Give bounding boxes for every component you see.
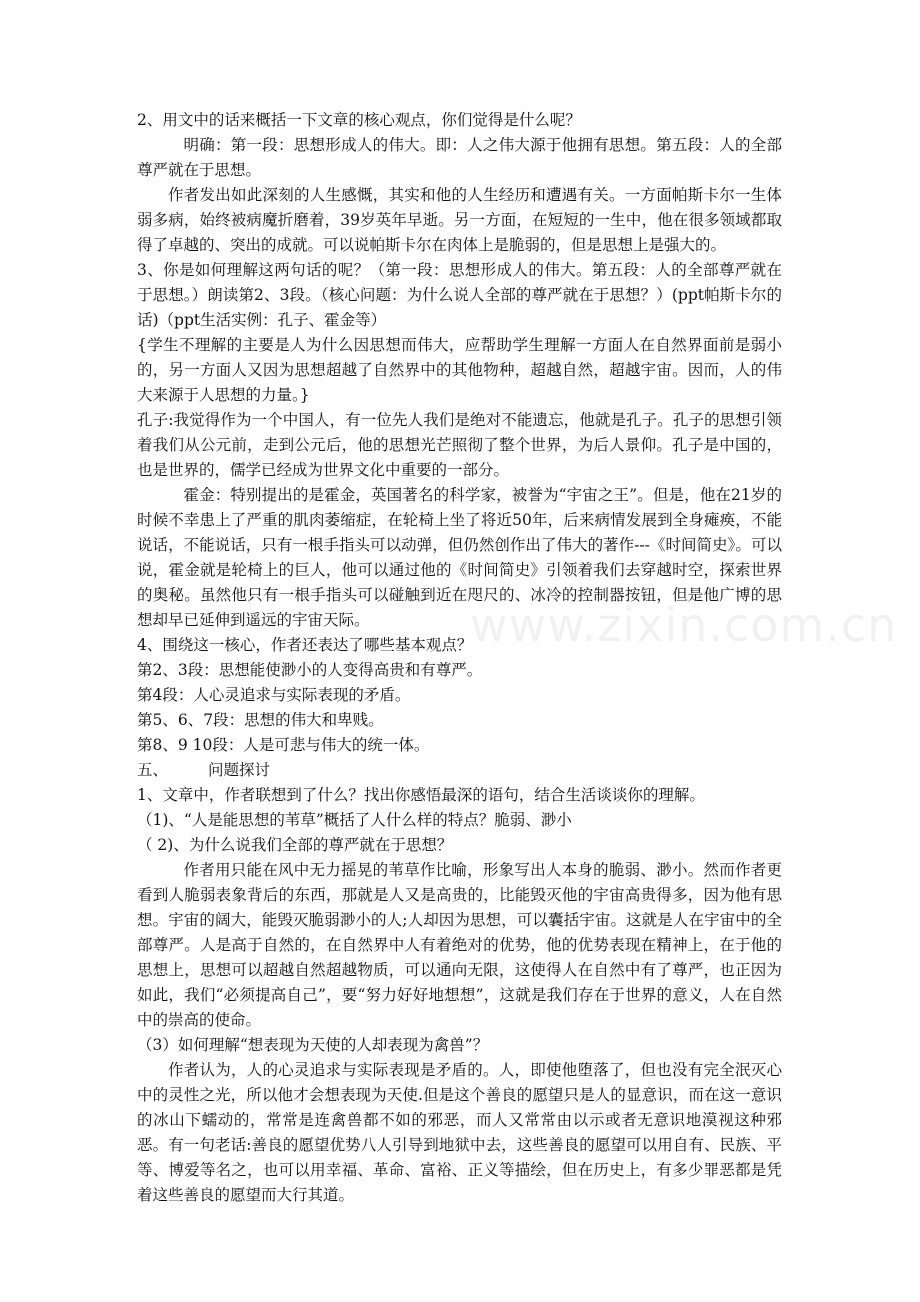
document-body: [137, 108, 782, 1208]
discussion-question-1: 1、文章中，作者联想到了什么？找出你感悟最深的语句，结合生活谈谈你的理解。: [137, 786, 705, 804]
sub-question-1: （1)、“人是能思想的苇草”概括了人什么样的特点？脆弱、渺小: [137, 811, 572, 829]
question-4: 4、围绕这一核心，作者还表达了哪些基本观点？: [137, 636, 473, 654]
hawking-paragraph: 霍金：特别提出的是霍金，英国著名的科学家，被誉为“宇宙之王”。但是，他在21岁的时候不幸患上了严重的肌肉萎缩症，在轮椅上坐了将近50年，后来病情发展到全身瘫痪，不能说话，不能说话，只有一根手指头可以动弹，但仍然创作出了伟大的著作---《时间简史》。可以说，霍金就是轮椅上的巨人，他可以通过他的《时间简史》引领着我们去穿越时空，探索世界的奥秘。虽然他只有一根手指头可以碰触到近在咫尺的、冰冷的控制器按钮，但是他广博的思想却早已延伸到遥远的宇宙天际。: [137, 486, 782, 629]
sub-question-2: （ 2)、为什么说我们全部的尊严就在于思想？: [137, 836, 453, 854]
question-3: 3、你是如何理解这两句话的呢？（第一段：思想形成人的伟大。第五段：人的全部尊严就在于思想。）朗读第2、3段。（核心问题：为什么说人全部的尊严就在于思想？）(ppt帕斯卡尔的话)（ppt生活实例：孔子、霍金等）: [137, 261, 782, 329]
question-2: 2、用文中的话来概括一下文章的核心观点，你们觉得是什么呢？: [137, 111, 581, 129]
point-section-2-3: 第2、3段：思想能使渺小的人变得高贵和有尊严。: [137, 661, 483, 679]
section-five-heading: [137, 758, 782, 783]
point-section-4: 第4段：人心灵追求与实际表现的矛盾。: [137, 686, 411, 704]
sub-answer-2: 作者用只能在风中无力摇晃的苇草作比喻，形象写出人本身的脆弱、渺小。然而作者更看到人脆弱表象背后的东西，那就是人又是高贵的，比能毁灭他的宇宙高贵得多，因为他有思想。宇宙的阔大，能毁灭脆弱渺小的人;人却因为思想，可以囊括宇宙。这就是人在宇宙中的全部尊严。人是高于自然的，在自然界中人有着绝对的优势，他的优势表现在精神上，在于他的思想上，思想可以超越自然超越物质，可以通向无限，这使得人在自然中有了尊严，也正因为如此，我们“必须提高自己”，要“努力好好地想想”，这就是我们存在于世界的意义，人在自然中的崇高的使命。: [137, 861, 782, 1029]
point-section-5-7: 第5、6、7段：思想的伟大和卑贱。: [137, 711, 384, 729]
section-five-title: 问题探讨: [208, 761, 271, 779]
answer-2: 明确：第一段：思想形成人的伟大。即：人之伟大源于他拥有思想。第五段：人的全部尊严就在于思想。: [137, 136, 782, 179]
confucius-paragraph: 孔子:我觉得作为一个中国人，有一位先人我们是绝对不能遗忘，他就是孔子。孔子的思想引领着我们从公元前，走到公元后，他的思想光芒照彻了整个世界，为后人景仰。孔子是中国的，也是世界的，儒学已经成为世界文化中重要的一部分。: [137, 411, 782, 479]
section-five-number: 五、: [137, 761, 169, 779]
watermark: www.zixin.com.cn: [470, 598, 898, 652]
author-background: 作者发出如此深刻的人生感慨，其实和他的人生经历和遭遇有关。一方面帕斯卡尔一生体弱多病，始终被病魔折磨着，39岁英年早逝。另一方面，在短短的一生中，他在很多领域都取得了卓越的、突出的成就。可以说帕斯卡尔在肉体上是脆弱的，但是思想上是强大的。: [137, 186, 782, 254]
sub-question-3: （3）如何理解“想表现为天使的人却表现为禽兽”？: [137, 1036, 489, 1054]
sub-answer-3: 作者认为，人的心灵追求与实际表现是矛盾的。人，即使他堕落了，但也没有完全泯灭心中的灵性之光，所以他才会想表现为天使.但是这个善良的愿望只是人的显意识，而在这一意识的冰山下蠕动的，常常是连禽兽都不如的邪恶，而人又常常由以示或者无意识地漠视这种邪恶。有一句老话:善良的愿望优势八人引导到地狱中去，这些善良的愿望可以用自有、民族、平等、博爱等名之，也可以用幸福、革命、富裕、正义等描绘，但在历史上，有多少罪恶都是凭着这些善良的愿望而大行其道。: [137, 1061, 782, 1204]
teaching-note: {学生不理解的主要是人为什么因思想而伟大，应帮助学生理解一方面人在自然界面前是弱小的，另一方面人又因为思想超越了自然界中的其他物种，超越自然，超越宇宙。因而，人的伟大来源于人思想的力量。}: [137, 336, 782, 404]
point-section-8-10: 第8、9 10段：人是可悲与伟大的统一体。: [137, 736, 430, 754]
